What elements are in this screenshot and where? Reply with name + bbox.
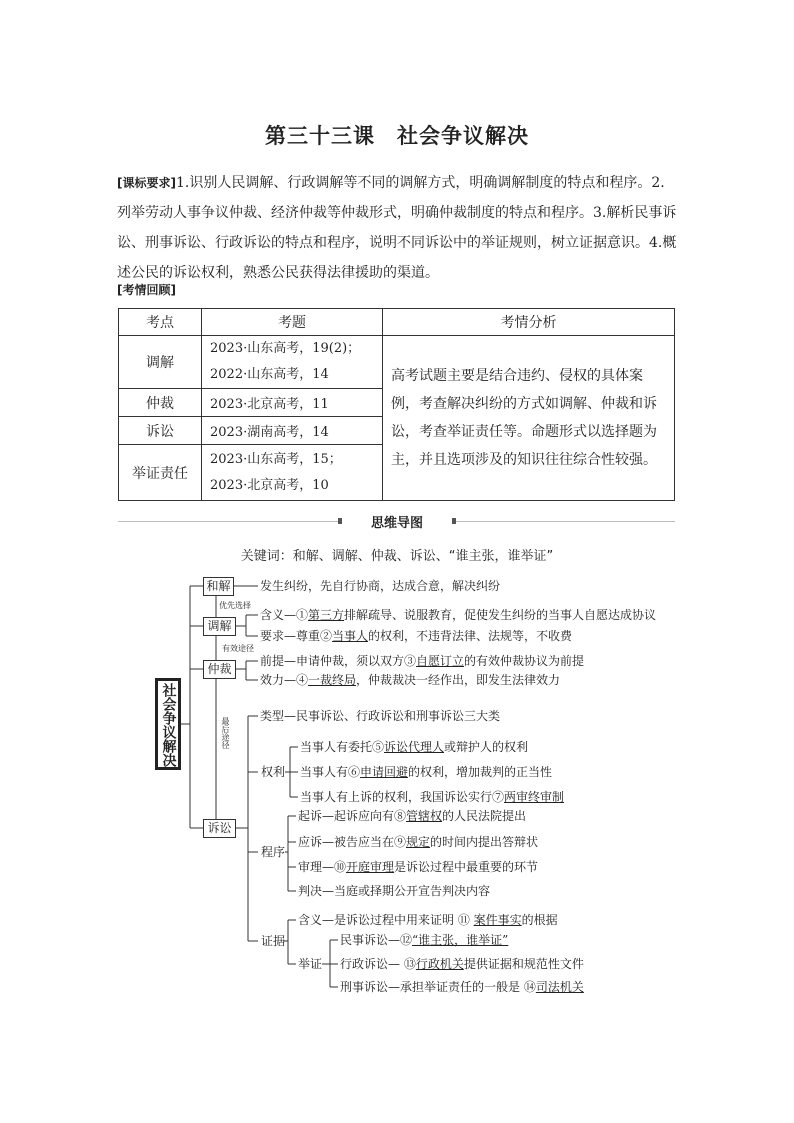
connector-label: 最后途径	[221, 717, 230, 749]
mindmap-root: 社会争议解决	[155, 678, 181, 770]
tiaojie-requirement: 要求—尊重②当事人的权利，不违背法律、法规等，不收费	[260, 629, 573, 643]
juzheng-label: 举证	[298, 957, 323, 971]
exam-question: 2023·山东高考，19(2)；	[210, 341, 361, 356]
mindmap-node-zhongcai: 仲裁	[203, 660, 236, 679]
juzheng-item: 民事诉讼—⑫“谁主张，谁举证”	[340, 933, 509, 947]
zhengju-label: 证据	[261, 934, 286, 948]
exam-review-tag: [考情回顾]	[117, 283, 176, 297]
chengxu-label: 程序	[261, 845, 286, 859]
mindmap-node-susong: 诉讼	[203, 819, 236, 838]
table-header: 考题	[202, 309, 383, 336]
quanli-item: 当事人有委托⑤诉讼代理人或辩护人的权利	[300, 740, 529, 754]
quanli-item: 当事人有上诉的权利，我国诉讼实行⑦两审终审制	[300, 790, 565, 804]
keywords: 关键词：和解、调解、仲裁、诉讼、“谁主张，谁举证”	[240, 549, 554, 564]
tiaojie-meaning: 含义—①第三方排解疏导、说服教育，促使发生纠纷的当事人自愿达成协议	[260, 608, 657, 622]
exam-analysis: 高考试题主要是结合违约、侵权的具体案例，考查解决纠纷的方式如调解、仲裁和诉讼，考查举证责任等。命题形式以选择题为主，并且选项涉及的知识往往综合性较强。	[383, 336, 675, 501]
exam-point: 诉讼	[119, 417, 202, 445]
table-header: 考情分析	[383, 309, 675, 336]
connector-label: 优先选择	[219, 601, 251, 610]
connector-label: 有效途径	[222, 644, 254, 653]
table-header: 考点	[119, 309, 202, 336]
chengxu-item: 审理—⑩开庭审理是诉讼过程中最重要的环节	[298, 860, 539, 874]
chengxu-item: 应诉—被告应当在⑨规定的时间内提出答辩状	[298, 835, 539, 849]
quanli-label: 权利	[261, 765, 286, 779]
exam-point: 举证责任	[119, 445, 202, 501]
zhengju-meaning: 含义—是诉讼过程中用来证明 ⑪ 案件事实的根据	[298, 913, 558, 927]
page-title: 第三十三课 社会争议解决	[265, 124, 529, 148]
mindmap-node-tiaojie: 调解	[203, 617, 236, 636]
chengxu-item: 判决—当庭或择期公开宣告判决内容	[298, 884, 491, 898]
exam-question: 2023·北京高考，11	[202, 389, 383, 417]
mindmap-title: 思维导图	[342, 512, 452, 531]
exam-question: 2023·北京高考，10	[210, 477, 329, 493]
exam-point: 仲裁	[119, 389, 202, 417]
zhongcai-premise: 前提—申请仲裁，须以双方③自愿订立的有效仲裁协议为前提	[260, 654, 585, 668]
exam-question: 2022·山东高考，14	[210, 367, 329, 382]
hejie-text: 发生纠纷，先自行协商，达成合意，解决纠纷	[260, 579, 501, 593]
quanli-item: 当事人有⑥申请回避的权利，增加裁判的正当性	[300, 765, 553, 779]
susong-types: 类型—民事诉讼、行政诉讼和刑事诉讼三大类	[260, 709, 501, 723]
requirement-tag: [课标要求]	[117, 176, 176, 190]
zhongcai-effect: 效力—④一裁终局，仲裁裁决一经作出，即发生法律效力	[260, 673, 561, 687]
mindmap-node-hejie: 和解	[203, 577, 234, 596]
chengxu-item: 起诉—起诉应向有⑧管辖权的人民法院提出	[298, 809, 527, 823]
exam-question: 2023·湖南高考，14	[202, 417, 383, 445]
juzheng-item: 行政诉讼— ⑬行政机关提供证据和规范性文件	[340, 957, 584, 971]
exam-point: 调解	[119, 336, 202, 389]
juzheng-item: 刑事诉讼—承担举证责任的一般是 ⑭司法机关	[340, 980, 584, 994]
requirement-text: 1.识别人民调解、行政调解等不同的调解方式，明确调解制度的特点和程序。2.列举劳动人事争议仲裁、经济仲裁等仲裁形式，明确仲裁制度的特点和程序。3.解析民事诉讼、刑事诉讼、行政诉讼的特点和程序，说明不同诉讼中的举证规则，树立证据意识。4.概述公民的诉讼权利，熟悉公民获得法律援助的渠道。	[117, 175, 677, 281]
exam-question: 2023·山东高考，15；	[210, 451, 342, 467]
